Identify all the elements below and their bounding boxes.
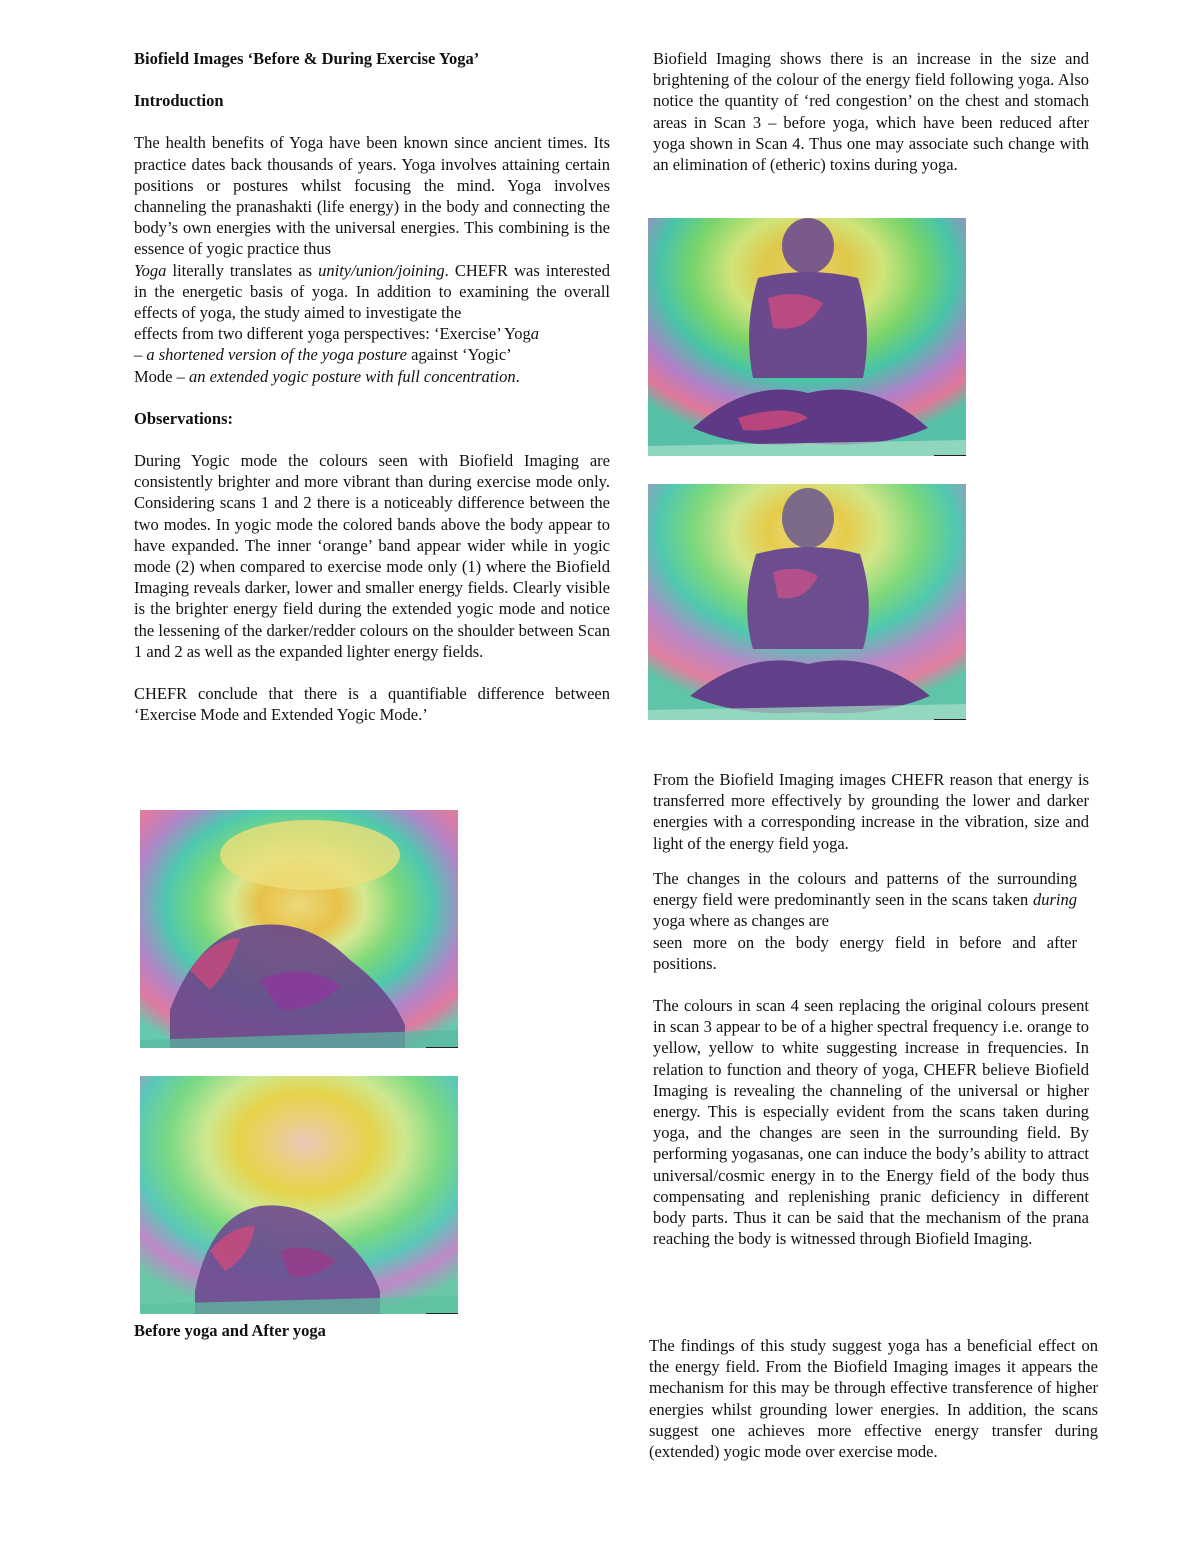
biofield-image xyxy=(140,1076,458,1314)
right-paragraph-5 xyxy=(649,1335,1098,1462)
biofield-scan-bowing-before xyxy=(140,810,458,1048)
perspectives-b: against ‘Yogic’ xyxy=(406,345,512,365)
figure-rule xyxy=(426,1313,458,1314)
observations-paragraph: During Yogic mode the colours seen with Biofield Imaging are consistently brighter and more vibrant than during exercise mode only. Considering scans 1 and 2 there is a noticeably difference between the two modes. In yogic mode the colored bands above the body appear to have expanded. The inner ‘orange’ band appear wider while in yogic mode (2) when compared to exercise mode only (1) where the Biofield Imaging reveals darker, lower and smaller energy fields. Clearly visible is the brighter energy field during the extended yogic mode and notice the lessening of the darker/redder colours on the shoulder between Scan 1 and 2 as well as the expanded lighter energy fields. xyxy=(134,451,610,661)
perspectives-end: . xyxy=(515,366,520,386)
perspectives-a: effects from two different yoga perspectives: ‘Exercise’ Yog xyxy=(134,324,531,344)
right-text-3b: yoga where as changes are xyxy=(653,911,829,931)
right-paragraph-2 xyxy=(653,769,1089,854)
right-text-1: Biofield Imaging shows there is an increase in the size and brightening of the colour of the energy field following yoga. Also notice the quantity of ‘red congestion’ on the chest and stomach areas in Scan 3 – before yoga, which have been reduced after yoga shown in Scan 4. Thus one may associate such change with an elimination of (etheric) toxins during yoga. xyxy=(653,49,1089,175)
biofield-scan-seated-after xyxy=(648,484,966,720)
observations-heading: Observations: xyxy=(134,408,233,428)
figure-rule xyxy=(934,455,966,456)
right-text-5: The findings of this study suggest yoga has a beneficial effect on the energy field. From the Biofield Imaging images it appears the mechanism for this may be through effective transference of higher energies whilst grounding lower energies. In addition, the scans suggest one achieves more effective energy transfer during (extended) yogic mode over exercise mode. xyxy=(649,1336,1098,1462)
perspectives-paragraph xyxy=(134,323,610,387)
intro-yoga-word: Yoga xyxy=(134,260,167,280)
right-paragraph-4 xyxy=(653,995,1089,1249)
intro-text-1: The health benefits of Yoga have been known since ancient times. Its practice dates back thousands of years. Yoga involves attaining certain positions or postures whilst focusing the mind. Yoga involves channeling the pranashakti (life energy) in the body and connecting the body’s own energies with the universal energies. This combining is the essence of yogic practice thus xyxy=(134,133,610,259)
right-text-2: From the Biofield Imaging images CHEFR reason that energy is transferred more effectively by grounding the lower and darker energies with a corresponding increase in the vibration, size and light of the energy field yoga. xyxy=(653,770,1089,853)
perspectives-c: Mode – xyxy=(134,366,189,386)
biofield-image xyxy=(648,484,966,720)
right-text-3a: The changes in the colours and patterns of the surrounding energy field were predominantly seen in the scans taken xyxy=(653,869,1077,910)
right-text-3c: seen more on the body energy field in before and after positions. xyxy=(653,932,1077,973)
introduction-paragraph xyxy=(134,132,610,323)
perspectives-c-italic: an extended yogic posture with full concentration xyxy=(189,366,516,386)
intro-translates: literally translates as xyxy=(166,260,319,280)
right-text-4: The colours in scan 4 seen replacing the original colours present in scan 3 appear to be of a higher spectral frequency i.e. orange to yellow, yellow to white suggesting increase in frequencies. In relation to function and theory of yoga, CHEFR believe Biofield Imaging is revealing the channeling of the universal or higher energy. This is especially evident from the scans taken during yoga, and the changes are seen in the surrounding field. By performing yogasanas, one can induce the body’s ability to attract universal/cosmic energy in to the Energy field of the body thus compensating and replenishing pranic deficiency in different body parts. Thus it can be said that the mechanism of the prana reaching the body is witnessed through Biofield Imaging. xyxy=(653,996,1089,1249)
biofield-image xyxy=(648,218,966,456)
figure-rule xyxy=(934,719,966,720)
figure-rule xyxy=(426,1047,458,1048)
conclusion-paragraph: CHEFR conclude that there is a quantifiable difference between ‘Exercise Mode and Extended Yogic Mode.’ xyxy=(134,684,610,725)
perspectives-b-italic: – a shortened version of the yoga posture xyxy=(134,345,407,365)
biofield-scan-bowing-after xyxy=(140,1076,458,1314)
biofield-image xyxy=(140,810,458,1048)
right-paragraph-1 xyxy=(653,48,1089,175)
figure-caption: Before yoga and After yoga xyxy=(134,1321,326,1340)
intro-union: unity/union/joining xyxy=(318,260,445,280)
intro-text-2: . CHEFR was interested in the energetic basis of yoga. In addition to examining the overall effects of yoga, the study aimed to investigate the xyxy=(134,260,611,323)
document-title: Biofield Images ‘Before & During Exercise Yoga’ xyxy=(134,49,480,68)
right-text-3 xyxy=(653,868,1077,974)
introduction-heading: Introduction xyxy=(134,91,224,111)
right-paragraph-3 xyxy=(653,868,1077,974)
perspectives-a-italic: a xyxy=(530,324,540,344)
left-column xyxy=(134,48,610,725)
biofield-scan-seated-before xyxy=(648,218,966,456)
right-text-3-italic: during xyxy=(1032,890,1077,910)
